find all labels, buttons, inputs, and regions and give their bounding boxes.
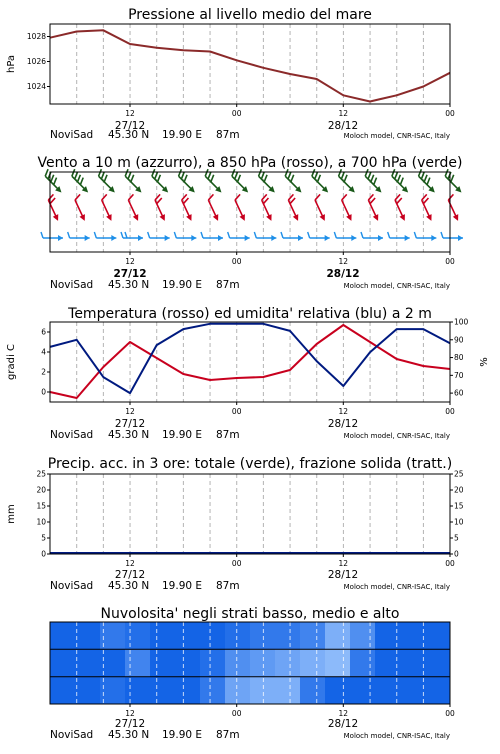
cloud-station: NoviSad: [50, 729, 93, 741]
y-tick-label: 4: [41, 348, 46, 357]
wind-barb-flag: [361, 232, 363, 238]
wind-barb-head: [351, 235, 356, 241]
cloud-cell: [350, 622, 376, 650]
wind-barb: [414, 232, 436, 241]
wind-barb-head: [53, 214, 61, 222]
wind-barb-head: [266, 214, 274, 222]
temperature-yticks: [41, 328, 50, 397]
y-tick-label: 25: [454, 470, 464, 479]
cloud-cell: [350, 649, 376, 677]
humidity-line: [50, 324, 450, 393]
cloud-cell: [225, 677, 251, 705]
wind-lon: 19.90 E: [162, 279, 202, 291]
cloud-cell: [225, 649, 251, 677]
wind-plot: [41, 169, 466, 241]
cloud-credit: Moloch model, CNR-ISAC, Italy: [344, 732, 450, 740]
y-tick-label: 5: [454, 534, 459, 543]
pressure-station: NoviSad: [50, 129, 93, 141]
pressure-line: [50, 30, 450, 101]
cloud-cell: [75, 677, 101, 705]
humidity-ylabel: %: [479, 357, 490, 367]
wind-barb-flag: [228, 232, 230, 238]
wind-barb-head: [426, 214, 434, 222]
y-tick-label: 10: [454, 518, 464, 527]
wind-barb-flag: [308, 232, 310, 238]
cloud-cell: [175, 677, 201, 705]
x-tick-label: 12: [339, 559, 349, 568]
wind-barb-flag: [68, 232, 70, 238]
wind-barb: [361, 232, 383, 241]
pressure-date-1: 27/12: [115, 120, 145, 132]
wind-barb: [201, 232, 223, 241]
temperature-station: NoviSad: [50, 429, 93, 441]
cloud-cell: [75, 649, 101, 677]
pressure-credit: Moloch model, CNR-ISAC, Italy: [344, 132, 450, 140]
precip-ylabel: mm: [6, 504, 17, 523]
humidity-yticks: [450, 318, 469, 398]
wind-barb-flag: [148, 232, 150, 238]
wind-barb-head: [378, 235, 383, 241]
wind-barb-flag: [125, 232, 127, 238]
x-tick-label: 00: [445, 257, 455, 266]
wind-barb-head: [239, 214, 247, 222]
x-tick-label: 12: [339, 407, 349, 416]
wind-barb-flag: [281, 232, 283, 238]
y-tick-label: 10: [36, 518, 46, 527]
cloud-cell: [300, 622, 326, 650]
wind-barb-head: [431, 235, 436, 241]
wind-barb-head: [191, 235, 196, 241]
wind-barb-flag: [207, 194, 215, 200]
wind-barb-head: [298, 235, 303, 241]
wind-barb: [68, 169, 93, 194]
cloud-plot: [50, 622, 451, 705]
pressure-panel: [6, 7, 455, 141]
wind-barb: [124, 194, 144, 222]
cloud-cell: [250, 622, 276, 650]
wind-barb: [418, 194, 438, 222]
precip-panel: [6, 456, 464, 592]
cloud-cell: [200, 677, 226, 705]
wind-barb-flag: [94, 232, 96, 238]
cloud-cell: [400, 649, 426, 677]
cloud-cell: [50, 677, 76, 705]
wind-barb: [334, 169, 359, 194]
y-tick-label: 100: [454, 318, 469, 327]
cloud-cell: [150, 677, 176, 705]
cloud-cell: [50, 622, 76, 650]
cloud-date-1: 27/12: [115, 718, 145, 730]
cloud-cell: [175, 649, 201, 677]
x-tick-label: 12: [125, 559, 135, 568]
wind-barb-flag: [201, 232, 203, 238]
cloud-cell: [425, 622, 451, 650]
wind-barb: [94, 169, 119, 194]
cloud-cell: [300, 649, 326, 677]
precip-lat: 45.30 N: [108, 580, 149, 592]
wind-barb-flag: [100, 194, 108, 200]
x-tick-label: 00: [232, 109, 242, 118]
wind-date-2: 28/12: [326, 268, 359, 280]
wind-barb-head: [213, 214, 221, 222]
x-tick-label: 00: [445, 709, 455, 718]
wind-vgrid: [77, 172, 424, 252]
wind-barb-head: [245, 235, 250, 241]
cloud-cell: [275, 622, 301, 650]
wind-title: Vento a 10 m (azzurro), a 850 hPa (rosso), a 700 hPa (verde): [37, 155, 462, 171]
y-tick-label: 0: [41, 550, 46, 559]
wind-barb-head: [453, 214, 461, 222]
wind-barb-flag: [388, 232, 390, 238]
wind-barb: [204, 194, 224, 222]
wind-barb: [281, 232, 303, 241]
wind-barb-flag: [234, 194, 242, 200]
wind-barb: [311, 194, 331, 222]
wind-barb: [364, 194, 384, 222]
wind-barb: [178, 194, 198, 222]
wind-barb-flag: [314, 194, 322, 200]
wind-barb: [121, 232, 143, 241]
cloud-cell: [225, 622, 251, 650]
x-tick-label: 00: [445, 559, 455, 568]
x-tick-label: 12: [125, 709, 135, 718]
precip-elev: 87m: [216, 580, 240, 592]
cloud-elev: 87m: [216, 729, 240, 741]
wind-barb: [284, 194, 304, 222]
cloud-cell: [325, 622, 351, 650]
wind-barb-flag: [174, 232, 176, 238]
y-tick-label: 60: [454, 389, 464, 398]
wind-station: NoviSad: [50, 279, 93, 291]
cloud-title: Nuvolosita' negli strati basso, medio e alto: [101, 606, 400, 622]
wind-xticks: [125, 252, 455, 266]
wind-barb-flag: [414, 232, 416, 238]
wind-barb: [441, 169, 466, 194]
wind-barb-head: [405, 235, 410, 241]
wind-barb: [444, 194, 464, 222]
cloud-cell: [200, 649, 226, 677]
pressure-lon: 19.90 E: [162, 129, 202, 141]
wind-barb: [391, 194, 411, 222]
cloud-cell: [125, 622, 151, 650]
x-tick-label: 00: [445, 407, 455, 416]
wind-barb-flag: [254, 232, 256, 238]
wind-barb-head: [458, 235, 463, 241]
precip-station: NoviSad: [50, 580, 93, 592]
wind-barb: [148, 169, 173, 194]
temperature-elev: 87m: [216, 429, 240, 441]
wind-barb-head: [58, 235, 63, 241]
cloud-cell: [250, 677, 276, 705]
cloud-cell: [125, 649, 151, 677]
cloud-date-2: 28/12: [328, 718, 358, 730]
temperature-date-2: 28/12: [328, 418, 358, 430]
precip-date-2: 28/12: [328, 569, 358, 581]
wind-barb: [281, 169, 306, 194]
wind-barb-head: [271, 235, 276, 241]
cloud-cell: [300, 677, 326, 705]
y-tick-label: 6: [41, 328, 46, 337]
wind-barb: [228, 232, 250, 241]
wind-barb-flag: [340, 194, 348, 200]
wind-barb: [338, 194, 358, 222]
pressure-date-2: 28/12: [328, 120, 358, 132]
cloud-cell: [325, 677, 351, 705]
wind-barb: [254, 169, 279, 194]
precip-vgrid: [77, 474, 424, 554]
wind-barb: [148, 232, 170, 241]
wind-barb: [361, 169, 386, 194]
cloud-cell: [250, 649, 276, 677]
wind-lat: 45.30 N: [108, 279, 149, 291]
cloud-cell: [350, 677, 376, 705]
wind-barb: [44, 194, 64, 222]
wind-credit: Moloch model, CNR-ISAC, Italy: [344, 282, 450, 290]
precip-credit: Moloch model, CNR-ISAC, Italy: [344, 583, 450, 591]
wind-barb-head: [85, 235, 90, 241]
wind-barb: [71, 194, 91, 222]
x-tick-label: 00: [232, 407, 242, 416]
wind-barb: [94, 232, 116, 241]
wind-date-1: 27/12: [113, 268, 146, 280]
wind-barb-head: [373, 214, 381, 222]
wind-barb-flag: [74, 194, 82, 200]
wind-barb: [231, 194, 251, 222]
x-tick-label: 00: [232, 709, 242, 718]
wind-barb-head: [346, 214, 354, 222]
wind-barb: [414, 169, 439, 194]
wind-barb: [254, 232, 276, 241]
temperature-title: Temperatura (rosso) ed umidita' relativa (blu) a 2 m: [67, 306, 432, 322]
wind-barb-head: [319, 214, 327, 222]
wind-barb: [334, 232, 356, 241]
temperature-date-1: 27/12: [115, 418, 145, 430]
y-tick-label: 70: [454, 371, 464, 380]
pressure-lat: 45.30 N: [108, 129, 149, 141]
pressure-yticks: [27, 32, 50, 91]
y-tick-label: 20: [36, 486, 46, 495]
x-tick-label: 12: [125, 407, 135, 416]
wind-barb-head: [106, 214, 114, 222]
cloud-cell: [150, 649, 176, 677]
wind-barb: [441, 232, 463, 241]
y-tick-label: 5: [41, 534, 46, 543]
precip-xticks: [125, 554, 455, 568]
wind-barb-head: [79, 214, 87, 222]
wind-barb-flag: [41, 232, 43, 238]
cloud-cell: [50, 649, 76, 677]
precip-date-1: 27/12: [115, 569, 145, 581]
precip-frame: [50, 474, 450, 554]
y-tick-label: 20: [454, 486, 464, 495]
temperature-plot: [50, 324, 450, 398]
cloud-cell: [400, 622, 426, 650]
precip-title: Precip. acc. in 3 ore: totale (verde), frazione solida (tratt.): [48, 456, 452, 472]
wind-barb-flag: [447, 194, 455, 200]
wind-barb: [258, 194, 278, 222]
pressure-elev: 87m: [216, 129, 240, 141]
wind-barb: [174, 169, 199, 194]
y-tick-label: 90: [454, 335, 464, 344]
wind-barb-head: [218, 235, 223, 241]
wind-barb: [308, 169, 333, 194]
pressure-plot: [50, 30, 450, 101]
cloud-cell: [175, 622, 201, 650]
wind-panel: [37, 155, 466, 291]
precip-yticks-right: [450, 470, 464, 559]
wind-barb-head: [111, 235, 116, 241]
wind-barb-flag: [127, 194, 135, 200]
temperature-credit: Moloch model, CNR-ISAC, Italy: [344, 432, 450, 440]
wind-barb: [388, 169, 413, 194]
wind-barb: [388, 232, 410, 241]
y-tick-label: 0: [41, 388, 46, 397]
cloud-cell: [275, 649, 301, 677]
x-tick-label: 12: [339, 257, 349, 266]
wind-barb-flag: [121, 232, 123, 238]
temperature-lon: 19.90 E: [162, 429, 202, 441]
wind-barb-head: [133, 214, 141, 222]
precip-yticks: [36, 470, 50, 559]
cloud-xticks: [125, 704, 455, 718]
cloud-cell: [425, 677, 451, 705]
wind-barb: [201, 169, 226, 194]
temperature-ylabel: gradi C: [6, 344, 17, 380]
y-tick-label: 0: [454, 550, 459, 559]
y-tick-label: 1026: [27, 57, 46, 66]
cloud-lat: 45.30 N: [108, 729, 149, 741]
y-tick-label: 1028: [27, 32, 46, 41]
wind-barb-head: [165, 235, 170, 241]
wind-barb-flag: [441, 232, 443, 238]
wind-barb-head: [186, 214, 194, 222]
x-tick-label: 12: [339, 109, 349, 118]
x-tick-label: 12: [125, 109, 135, 118]
wind-barb: [68, 232, 90, 241]
temperature-panel: [6, 306, 490, 441]
x-tick-label: 00: [232, 559, 242, 568]
wind-barb-flag: [334, 232, 336, 238]
wind-frame: [50, 172, 450, 252]
cloud-cell: [275, 677, 301, 705]
cloud-panel: [50, 606, 455, 741]
wind-barb-head: [293, 214, 301, 222]
pressure-ylabel: hPa: [6, 55, 17, 73]
y-tick-label: 15: [454, 502, 464, 511]
y-tick-label: 15: [36, 502, 46, 511]
cloud-cell: [400, 677, 426, 705]
y-tick-label: 2: [41, 368, 46, 377]
wind-barb: [121, 169, 146, 194]
wind-barb-head: [325, 235, 330, 241]
cloud-cell: [125, 677, 151, 705]
wind-barb: [98, 194, 118, 222]
cloud-cell: [75, 622, 101, 650]
precip-lon: 19.90 E: [162, 580, 202, 592]
cloud-cell: [325, 649, 351, 677]
temperature-vgrid: [77, 322, 424, 402]
wind-barb: [174, 232, 196, 241]
temperature-lat: 45.30 N: [108, 429, 149, 441]
x-tick-label: 12: [125, 257, 135, 266]
temperature-xticks: [125, 402, 455, 416]
cloud-cell: [150, 622, 176, 650]
cloud-cell: [200, 622, 226, 650]
wind-barb-head: [159, 214, 167, 222]
wind-barb: [228, 169, 253, 194]
y-tick-label: 25: [36, 470, 46, 479]
cloud-lon: 19.90 E: [162, 729, 202, 741]
pressure-xticks: [125, 104, 455, 118]
y-tick-label: 1024: [27, 82, 46, 91]
pressure-title: Pressione al livello medio del mare: [128, 7, 372, 23]
x-tick-label: 12: [339, 709, 349, 718]
wind-elev: 87m: [216, 279, 240, 291]
wind-barb-head: [399, 214, 407, 222]
x-tick-label: 00: [445, 109, 455, 118]
wind-barb: [151, 194, 171, 222]
y-tick-label: 80: [454, 353, 464, 362]
wind-barb: [308, 232, 330, 241]
wind-barb-head: [138, 235, 143, 241]
wind-barb: [41, 232, 63, 241]
x-tick-label: 00: [232, 257, 242, 266]
cloud-cell: [425, 649, 451, 677]
wind-barb: [41, 169, 66, 194]
